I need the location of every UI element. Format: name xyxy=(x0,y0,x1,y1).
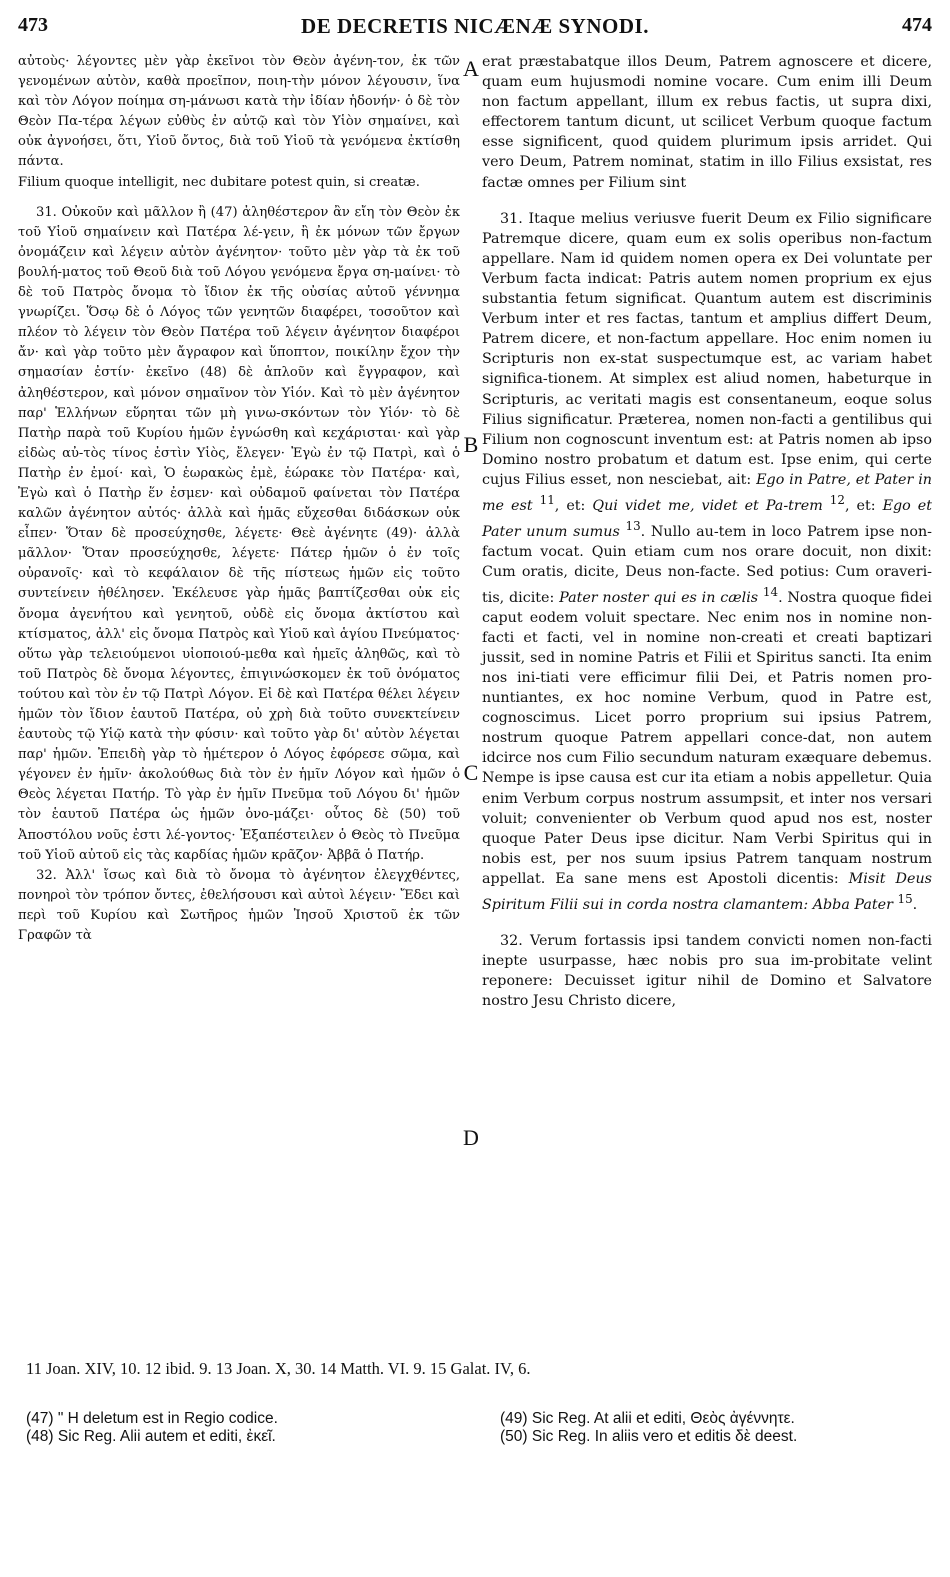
greek-paragraph-32: 32. Ἀλλ' ἴσως καὶ διὰ τὸ ὄνομα τὸ ἀγένητον ἐλεγχθέντες, πονηροὶ τὸν τρόπον ὄντες, ἐθελήσουσι καὶ αὐτοὶ λέγειν· Ἔδει καὶ περὶ τοῦ Κυρίου καὶ Σωτῆρος ἡμῶν Ἰησοῦ Χριστοῦ ἐκ τῶν Γραφῶν τὰ xyxy=(18,867,460,944)
running-title: DE DECRETIS NICÆNÆ SYNODI. xyxy=(301,14,649,38)
spacer xyxy=(482,193,932,209)
latin-text: . Nostra quoque fidei caput eodem voluit spectare. Nec enim nos in nomine non-facti et facti, vel in nomine non-creati et creati baptizari jussit, sed in nomine Patris et Filii et Spiritus sancti. Ita enim nos ini-tiati vere efficimur filii Dei, et Patris nomen pro-nuntiantes, ex hoc nomine Verbum, quod in Patre est, cognoscimus. Licet porro proprium sui ipsius Patrem, nostrum quoque Patrem appellari conce-dat, non autem idcirce nos cum Filio secundum naturam exæquare debemus. Nempe is ipse causa est cur ita etiam a nobis appelletur. Quia enim Verbum corpus nostrum assumpsit, et inter nos versari voluit; convenienter ob Verbum quod apud nos est, noster quoque Pater Deus ipse dicitur. Nam Verbi Spiritus qui in nobis est, per nos suum ipsius Patrem tanquam nostrum appellat. Ea sane mens est Apostoli dicentis: xyxy=(482,589,933,887)
scripture-quote: Misit Deus Spiritum Filii sui in corda nostra clamantem: Abba Pater xyxy=(482,870,933,913)
spacer xyxy=(482,915,932,931)
greek-paragraph-31: 31. Οὐκοῦν καὶ μᾶλλον ἢ (47) ἀληθέστερον ἂν εἴη τὸν Θεὸν ἐκ τοῦ Υἱοῦ σημαίνειν καὶ Πατέρα λέ-γειν, ἢ ἐκ μόνων τῶν ἔργων ὀνομάζειν καὶ λέγειν αὐτὸν ἀγένητον· τοῦτο μὲν γὰρ τὰ ἐκ τοῦ βουλή-ματος τοῦ Θεοῦ διὰ τοῦ Λόγου γενόμενα ἔργα ση-μαίνει· τὸ δὲ τοῦ Πατρὸς ὄνομα τὸ ἴδιον ἐκ τῆς οὐσίας αὐτοῦ γέννημα γνωρίζει. Ὅσῳ δὲ ὁ Λόγος τῶν γενητῶν διαφέρει, τοσοῦτον καὶ πλέον τὸ λέγειν τὸν Θεὸν Πατέρα τοῦ λέγειν ἀγένητον διαφέροι ἄν· καὶ γὰρ τοῦτο μὲν ἄγραφον καὶ ὕποπτον, ποικίλην ἔχον τὴν σημασίαν ἐστίν· ἐκεῖνο (48) δὲ ἁπλοῦν καὶ ἔγγραφον, καὶ ἀληθέστερον, καὶ μόνον σημαῖνον τὸν Υἱόν. Καὶ τὸ μὲν ἀγένητον παρ' Ἑλλήνων εὕρηται τῶν μὴ γινω-σκόντων τὸν Υἱόν· τὸ δὲ Πατὴρ παρὰ τοῦ Κυρίου ἡμῶν ἐγνώσθη καὶ κεχάρισται· καὶ γὰρ εἰδὼς αὐ-τὸς τίνος ἐστὶν Υἱὸς, ἔλεγεν· Ἐγὼ ἐν τῷ Πατρὶ, καὶ ὁ Πατὴρ ἐν ἐμοί· καὶ, Ὁ ἑωρακὼς ἐμὲ, ἑώρακε τὸν Πατέρα· καὶ, Ἐγὼ καὶ ὁ Πατὴρ ἕν ἐσμεν· καὶ οὐδαμοῦ φαίνεται τὸν Πατέρα καλῶν ἀγένητον αὐτός· ἀλλὰ καὶ ἡμᾶς εὔχεσθαι διδάσκων οὐκ εἶπεν· Ὅταν δὲ προσεύχησθε, λέγετε· Θεὲ ἀγένητε (49)· ἀλλὰ μᾶλλον· Ὅταν προσεύχησθε, λέγετε· Πάτερ ἡμῶν ὁ ἐν τοῖς οὐρανοῖς· καὶ τὸ κεφάλαιον δὲ τῆς πίστεως ἡμῶν εἰς τοῦτο συντείνειν ἠθέλησεν. Ἐκέλευσε γὰρ ἡμᾶς βαπτίζεσθαι οὐκ εἰς ὄνομα ἀγενήτου καὶ γενητοῦ, οὐδὲ εἰς ὄνομα ἀκτίστου καὶ κτίσματος, ἀλλ' εἰς ὄνομα Πατρὸς καὶ Υἱοῦ καὶ ἁγίου Πνεύματος· οὕτω γὰρ τελειούμενοι υἱοποιού-μεθα καὶ ἡμεῖς ἀληθῶς, καὶ τὸ τοῦ Πατρὸς δὲ ὄνομα λέγοντες, ἐπιγινώσκομεν ἐκ τοῦ ὀνόματος τούτου καὶ τὸν ἐν τῷ Πατρὶ Λόγον. Εἰ δὲ καὶ Πατέρα θέλει λέγειν ἡμῶν τὸν ἴδιον ἑαυτοῦ Πατέρα, οὐ χρὴ διὰ τοῦτο συνεκτείνειν ἑαυτοὺς τῷ Υἱῷ κατὰ τὴν φύσιν· καὶ τοῦτο γὰρ δι' αὐτὸν λέγεται παρ' ἡμῶν. Ἐπειδὴ γὰρ τὸ ἡμέτερον ὁ Λόγος ἐφόρεσε σῶμα, καὶ γέγονεν ἐν ἡμῖν· ἀκολούθως διὰ τὸν ἐν ἡμῖν Λόγον καὶ ἡμῶν ὁ Θεὸς λέγεται Πατήρ. Τὸ γὰρ ἐν ἡμῖν Πνεῦμα τοῦ Λόγου δι' ἡμῶν τὸν ἑαυτοῦ Πατέρα ὡς ἡμῶν ὀνο-μάζει· οὗτος δὲ (50) τοῦ Ἀποστόλου νοῦς ἐστι λέ-γοντος· Ἐξαπέστειλεν ὁ Θεὸς τὸ Πνεῦμα τοῦ Υἱοῦ αὐτοῦ εἰς τὰς καρδίας ἡμῶν κρᾶζον· Ἀββᾶ ὁ Πατήρ. xyxy=(18,204,460,863)
margin-marker-a: A xyxy=(463,56,479,81)
footnote-ref: 13 xyxy=(625,518,641,533)
spacer xyxy=(18,193,460,203)
scripture-quote: Ego in Patre, et Pater in me est xyxy=(482,471,932,514)
latin-text: , et: xyxy=(844,497,876,514)
footnote-ref: 12 xyxy=(829,492,845,507)
scripture-quote: Pater noster qui es in cælis xyxy=(559,589,759,606)
page-number-right: 474 xyxy=(902,14,932,36)
footnote-ref: 14 xyxy=(762,584,779,599)
page-header xyxy=(18,14,932,48)
latin-column xyxy=(482,52,932,1011)
note-49: (49) Sic Reg. At alii et editi, Θεὸς ἀγέννητε. xyxy=(500,1410,795,1427)
critical-notes-right xyxy=(500,1410,930,1446)
critical-notes-left xyxy=(26,1410,466,1446)
greek-column xyxy=(18,52,460,946)
note-48: (48) Sic Reg. Alii autem et editi, ἐκεῖ. xyxy=(26,1428,276,1445)
margin-marker-b: B xyxy=(463,432,479,457)
margin-marker-d: D xyxy=(463,1125,479,1150)
latin-text: , et: xyxy=(554,497,586,514)
note-50: (50) Sic Reg. In aliis vero et editis δὲ deest. xyxy=(500,1428,798,1445)
footnote-ref: 15 xyxy=(897,892,913,907)
footnote-ref: 11 xyxy=(539,492,555,507)
latin-text: 31. Itaque melius veriusve fuerit Deum ex Filio significare Patremque dicere, quam eum ex solis operibus non-factum appellare. Nam id quidem nomen opera ex Dei voluntate per Verbum facta indicat: Patris autem nomen proprium ex ejus substantia fetum significat. Quantum autem est discriminis Verbum inter et res factas, tantum et amplius differt Deum, Patrem dicere, et non-factum appellare. Hoc enim nomen iu Scripturis non ex-stat suspectumque est, ac variam habet significa-tionem. At simplex est aliud nomen, habeturque in Scripturis, ac veritati magis est consentaneum, eoque solus Filius significatur. Præterea, nomen non-facti a gentilibus qui Filium non cognoscunt inventum est: at Patris nomen ab ipso Domino nostro probatum et datum est. Ipse enim, qui certe cujus Filius esset, non nesciebat, ait: xyxy=(482,210,932,488)
greek-paragraph-1: αὐτοὺς· λέγοντες μὲν γὰρ ἐκεῖνοι τὸν Θεὸν ἀγένη-τον, ἐκ τῶν γενομένων αὐτὸν, καθὰ προεῖπον, ποιη-τὴν μόνον λέγουσιν, ἵνα καὶ τὸν Λόγον ποίημα ση-μάνωσι κατὰ τὴν ἰδίαν ἡδονήν· ὁ δὲ τὸν Θεὸν Πα-τέρα λέγων εὐθὺς ἐν αὐτῷ καὶ τὸν Υἱὸν σημαίνει, καὶ οὐκ ἀγνοήσει, ὅτι, Υἱοῦ ὄντος, διὰ τοῦ Υἱοῦ τὰ γενόμενα ἐκτίσθη πάντα. xyxy=(18,54,460,170)
scripture-quote: Qui videt me, videt et Pa-trem xyxy=(592,497,823,514)
latin-paragraph-31 xyxy=(482,209,932,915)
note-47: (47) " H deletum est in Regio codice. xyxy=(26,1410,278,1427)
latin-paragraph-1: erat præstabatque illos Deum, Patrem agnoscere et dicere, quam eum hujusmodi nomine vocare. Cum enim illi Deum non factum appellant, illum ex rebus factis, ut supra dixi, effectorem tantum dicunt, ut scilicet Verbum quoque factum esse significent, quod quidem plurimum ipsis arridet. Qui vero Deum, Patrem nominat, statim in illo Filius exsistat, res factæ omnes per Filium sint xyxy=(482,54,932,191)
page-number-left: 473 xyxy=(18,14,48,36)
latin-paragraph-32: 32. Verum fortassis ipsi tandem convicti nomen non-facti inepte usurpasse, hæc nobis pro sua im-probitate velint reponere: Decuisset igitur nihil de Domino et Salvatore nostro Jesu Christo dicere, xyxy=(482,932,932,1010)
latin-text: . xyxy=(912,896,918,913)
scripture-quote: Ego et Pater unum sumus xyxy=(482,497,932,540)
greek-paragraph-1-tail: Filium quoque intelligit, nec dubitare potest quin, si creatæ. xyxy=(18,174,420,190)
margin-marker-c: C xyxy=(463,760,479,785)
latin-text: . Nullo au-tem in loco Patrem ipse non-factum vocat. Quin etiam cum nos orare docuit, non dixit: Cum oratis, dicite, Deus non-facte. Sed potius: Cum oraveri-tis, dicite: xyxy=(482,523,933,606)
scripture-references: 11 Joan. XIV, 10. 12 ibid. 9. 13 Joan. X, 30. 14 Matth. VI. 9. 15 Galat. IV, 6. xyxy=(26,1359,531,1378)
